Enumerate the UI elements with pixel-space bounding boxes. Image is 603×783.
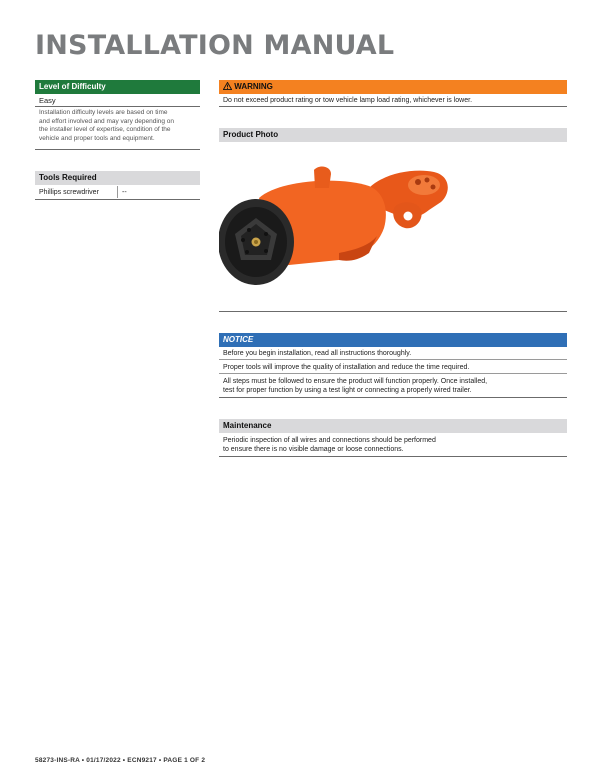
warning-text: Do not exceed product rating or tow vehicle lamp load rating, whichever is lower. [223, 97, 473, 104]
divider [35, 149, 200, 150]
warning-label: WARNING [234, 82, 273, 91]
tool-name: Phillips screwdriver [39, 189, 99, 196]
product-photo-heading: Product Photo [219, 128, 567, 142]
product-photo [219, 158, 459, 293]
maintenance-line: to ensure there is no visible damage or loose connections. [223, 446, 404, 453]
divider [219, 373, 567, 374]
maintenance-line: Periodic inspection of all wires and connections should be performed [223, 437, 436, 444]
notice-heading: NOTICE [219, 333, 567, 347]
divider [219, 397, 567, 398]
page-title: INSTALLATION MANUAL [35, 30, 395, 61]
divider [219, 359, 567, 360]
difficulty-heading: Level of Difficulty [35, 80, 200, 94]
divider [219, 311, 567, 312]
tool-qty: -- [122, 189, 127, 196]
notice-line: test for proper function by using a test light or connecting a properly wired trailer. [223, 387, 472, 394]
footer-doc-info: 58273-INS-RA • 01/17/2022 • ECN9217 • PAGE 1 OF 2 [35, 757, 206, 764]
column-divider [117, 186, 118, 198]
divider [35, 199, 200, 200]
notice-line: All steps must be followed to ensure the product will function properly. Once installed, [223, 378, 488, 385]
maintenance-heading: Maintenance [219, 419, 567, 433]
notice-line: Before you begin installation, read all instructions thoroughly. [223, 350, 412, 357]
notice-line: Proper tools will improve the quality of installation and reduce the time required. [223, 364, 470, 371]
tools-heading: Tools Required [35, 171, 200, 185]
divider [219, 456, 567, 457]
difficulty-level: Easy [39, 96, 56, 105]
difficulty-description: Installation difficulty levels are based on time and effort involved and may vary depending on the installer level of expertise, condition of the vehicle and proper tools and equipment. [39, 109, 175, 142]
divider [35, 106, 200, 107]
warning-triangle-icon [223, 81, 232, 95]
warning-heading [219, 80, 567, 94]
divider [219, 106, 567, 107]
